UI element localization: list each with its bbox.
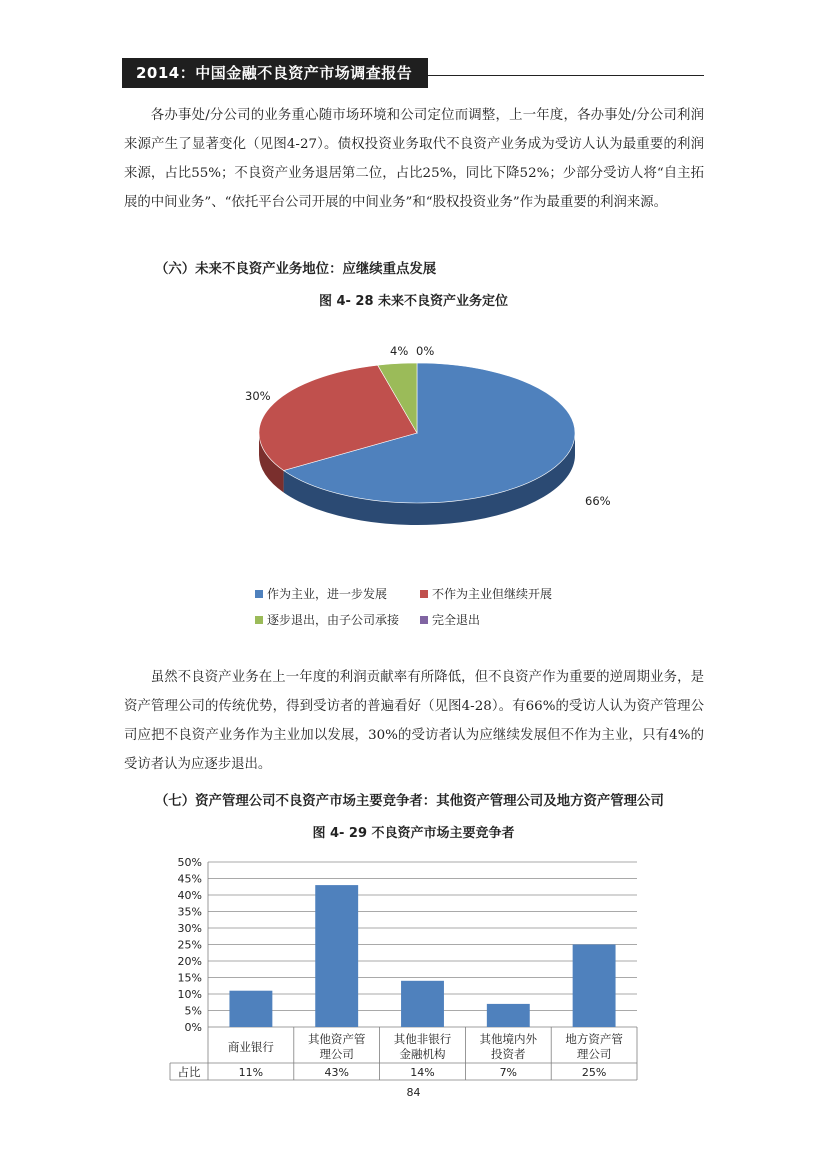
bar-ytick-label-1: 5% [184,1004,202,1018]
table-value-2: 14% [410,1066,435,1079]
pie-legend-swatch-3 [420,616,428,624]
section-title-7: （七）资产管理公司不良资产市场主要竞争者：其他资产管理公司及地方资产管理公司 [155,794,664,809]
section-title-6: （六）未来不良资产业务地位：应继续重点发展 [155,262,437,277]
pie-data-label-3: 0% [416,344,435,358]
bar-category-label-1-0: 其他资产管 [307,1032,366,1046]
paragraph-profit-sources: 各办事处/分公司的业务重心随市场环境和公司定位而调整，上一年度，各办事处/分公司利润来源产生了显著变化（见图4-27）。债权投资业务取代不良资产业务成为受访人认为最重要的利润来源，占比55%；不良资产业务退居第二位，占比25%，同比下降52%；少部分受访人将“自主拓展的中间业务”、“依托平台公司开展的中间业务”和“股权投资业务”作为最重要的利润来源。 [124,108,704,210]
bar-ytick-label-0: 0% [184,1021,202,1034]
bar-category-label-1-1: 理公司 [319,1047,354,1061]
bar-category-label-4-1: 理公司 [576,1047,612,1061]
bar-ytick-label-3: 15% [177,971,202,985]
pie-legend-swatch-0 [255,590,263,598]
table-value-4: 25% [581,1066,607,1079]
page-number: 84 [406,1086,421,1099]
pie-data-label-1: 30% [245,389,271,403]
bar-category-label-4-0: 地方资产管 [565,1032,623,1046]
bar-chart-competitors [0,850,827,1085]
pie-data-label-0: 66% [585,494,611,508]
bar-category-label-0: 商业银行 [227,1040,274,1054]
figure-29-title: 图 4- 29 不良资产市场主要竞争者 [312,826,515,841]
bar-4 [573,945,616,1028]
bar-ytick-label-2: 10% [177,988,202,1001]
figure-28-title: 图 4- 28 未来不良资产业务定位 [318,294,509,309]
bar-2 [401,981,444,1027]
bar-category-label-2-1: 金融机构 [399,1047,446,1061]
header-rule [428,75,704,76]
table-value-3: 7% [499,1066,518,1079]
table-header-label: 占比 [177,1065,201,1079]
bar-ytick-label-4: 20% [177,955,202,968]
bar-category-label-3-0: 其他境内外 [479,1032,538,1046]
table-value-1: 43% [324,1066,349,1079]
paragraph-npa-outlook: 虽然不良资产业务在上一年度的利润贡献率有所降低，但不良资产作为重要的逆周期业务，是资产管理公司的传统优势，得到受访者的普遍看好（见图4-28）。有66%的受访人认为资产管理公司应把不良资产业务作为主业加以发展，30%的受访者认为应继续发展但不作为主业，只有4%的受访者认为应逐步退出。 [124,670,704,772]
bar-ytick-label-8: 40% [177,889,202,902]
bar-1 [315,885,358,1027]
pie-legend-label-1: 不作为主业但继续开展 [432,587,553,601]
bar-category-label-3-1: 投资者 [491,1047,526,1061]
table-value-0: 11% [238,1066,264,1079]
report-header-title: 2014：中国金融不良资产市场调查报告 [122,58,428,88]
bar-ytick-label-9: 45% [177,872,202,886]
bar-3 [487,1004,530,1027]
bar-ytick-label-10: 50% [177,856,202,869]
pie-legend-label-3: 完全退出 [432,613,481,627]
pie-legend-swatch-1 [420,590,428,598]
bar-ytick-label-6: 30% [177,922,202,935]
pie-legend-swatch-2 [255,616,263,624]
bar-ytick-label-5: 25% [177,938,202,952]
bar-category-label-2-0: 其他非银行 [393,1032,452,1046]
bar-ytick-label-7: 35% [177,905,202,919]
pie-legend-label-0: 作为主业，进一步发展 [267,587,388,601]
pie-chart-business-positioning [0,330,827,635]
pie-legend-label-2: 逐步退出，由子公司承接 [267,613,400,627]
bar-0 [229,991,272,1027]
pie-data-label-2: 4% [390,344,409,358]
